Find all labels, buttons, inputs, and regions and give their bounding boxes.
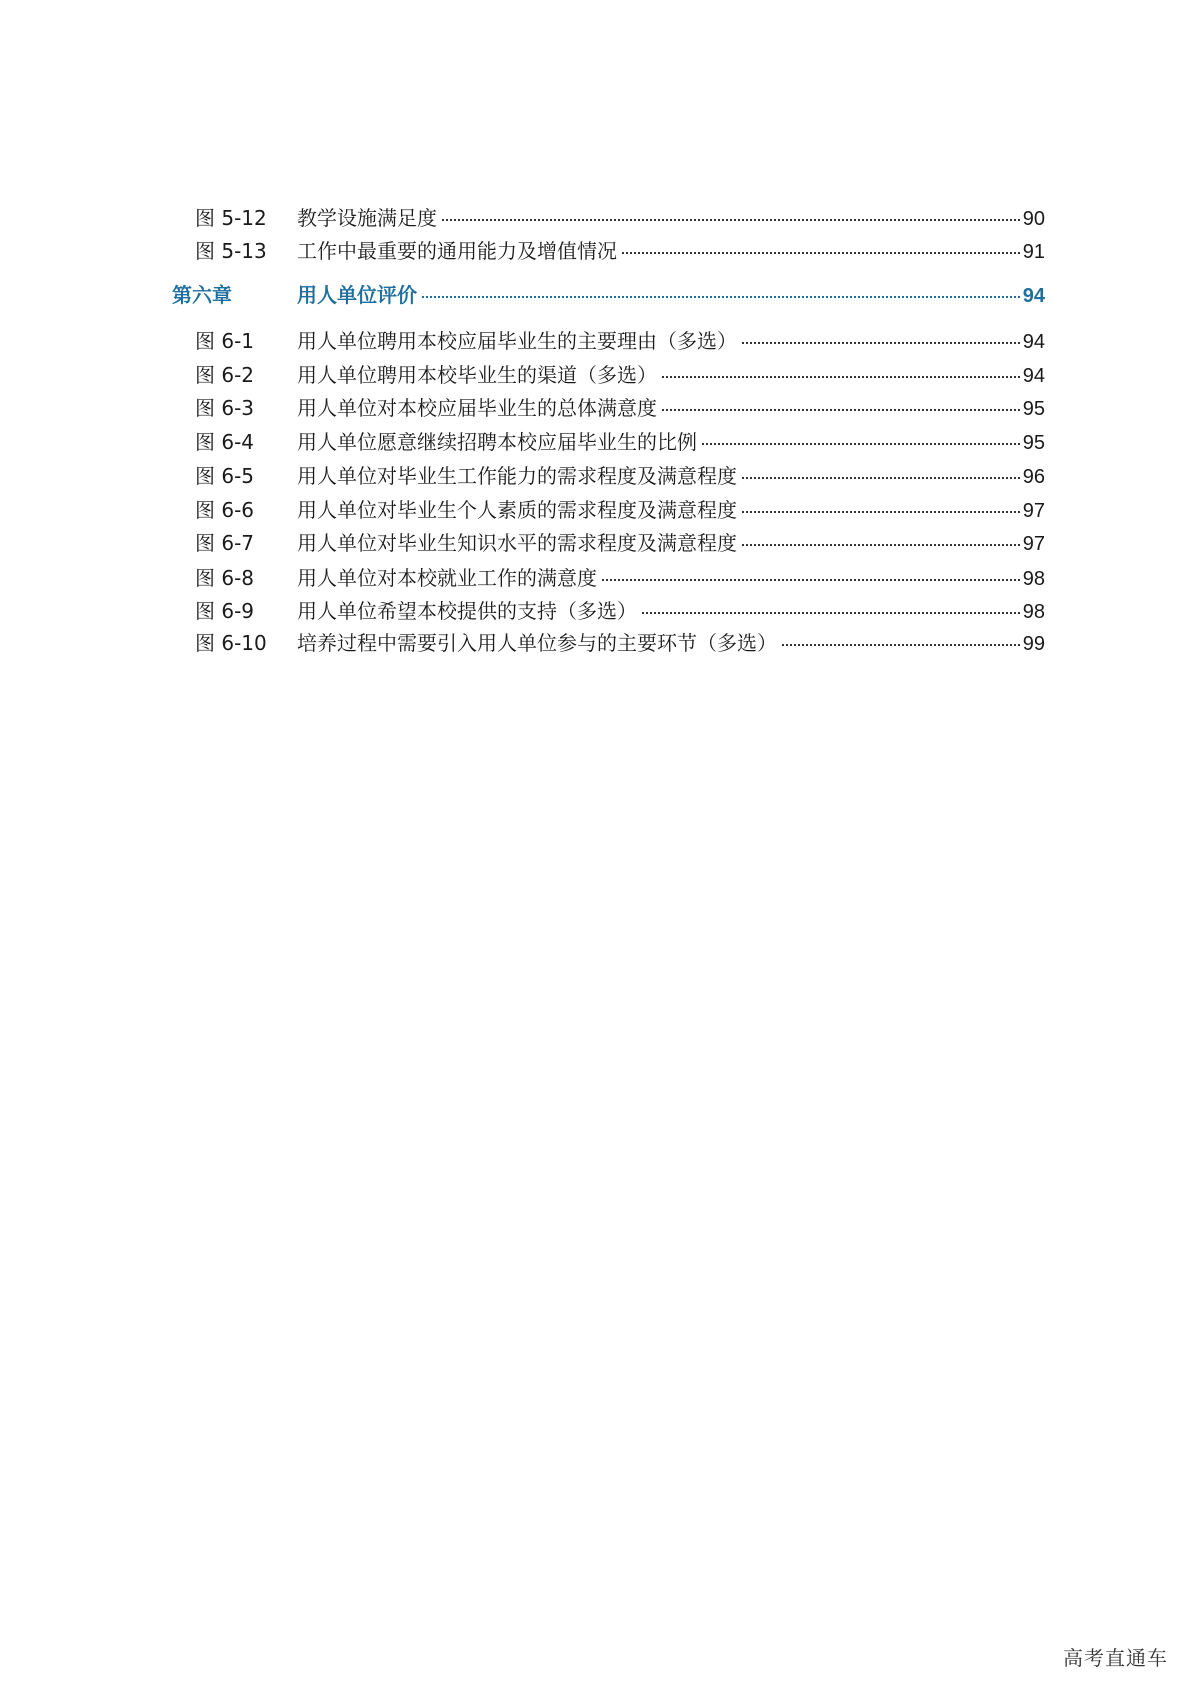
- toc-entry-title: 用人单位希望本校提供的支持（多选）: [297, 599, 637, 623]
- toc-entry-title: 用人单位愿意继续招聘本校应届毕业生的比例: [297, 430, 697, 454]
- toc-entry-number: 图 6-3: [195, 396, 255, 420]
- toc-entry-chapter-6[interactable]: [172, 280, 1045, 310]
- toc-entry-number: 图 5-12: [195, 206, 267, 230]
- toc-leader-dots: [742, 477, 1020, 479]
- toc-entry-fig-6-6[interactable]: [195, 495, 1045, 525]
- toc-entry-fig-6-4[interactable]: [195, 427, 1045, 457]
- toc-entry-number: 图 6-10: [195, 631, 267, 655]
- toc-entry-page: 98: [1022, 601, 1045, 623]
- toc-entry-title: 用人单位对本校应届毕业生的总体满意度: [297, 396, 657, 420]
- toc-entry-fig-6-7[interactable]: [195, 528, 1045, 558]
- toc-entry-fig-6-3[interactable]: [195, 393, 1045, 423]
- toc-leader-dots: [702, 443, 1020, 445]
- toc-entry-page: 95: [1022, 398, 1045, 420]
- toc-leader-dots: [422, 296, 1020, 298]
- toc-entry-page: 97: [1022, 533, 1045, 555]
- toc-entry-title: 工作中最重要的通用能力及增值情况: [297, 239, 617, 263]
- toc-leader-dots: [622, 252, 1020, 254]
- toc-entry-title: 用人单位对本校就业工作的满意度: [297, 566, 597, 590]
- toc-entry-number: 图 5-13: [195, 239, 267, 263]
- toc-entry-number: 图 6-1: [195, 329, 255, 353]
- toc-chapter-page: 94: [1022, 285, 1045, 307]
- toc-entry-page: 97: [1022, 500, 1045, 522]
- toc-leader-dots: [662, 376, 1020, 378]
- toc-entry-page: 96: [1022, 466, 1045, 488]
- toc-entry-fig-6-2[interactable]: [195, 360, 1045, 390]
- toc-entry-page: 94: [1022, 331, 1045, 353]
- toc-entry-number: 图 6-5: [195, 464, 255, 488]
- toc-entry-number: 图 6-8: [195, 566, 255, 590]
- toc-chapter-title: 用人单位评价: [297, 283, 417, 307]
- watermark-text: 高考直通车: [1063, 1646, 1168, 1670]
- toc-entry-title: 培养过程中需要引入用人单位参与的主要环节（多选）: [297, 631, 777, 655]
- toc-entry-title: 用人单位聘用本校应届毕业生的主要理由（多选）: [297, 329, 737, 353]
- toc-entry-fig-6-5[interactable]: [195, 461, 1045, 491]
- toc-entry-number: 图 6-6: [195, 498, 255, 522]
- toc-entry-title: 用人单位对毕业生知识水平的需求程度及满意程度: [297, 531, 737, 555]
- toc-entry-page: 94: [1022, 365, 1045, 387]
- toc-entry-fig-6-10[interactable]: [195, 628, 1045, 658]
- toc-leader-dots: [442, 219, 1020, 221]
- toc-entry-fig-6-9[interactable]: [195, 596, 1045, 626]
- toc-entry-page: 90: [1022, 208, 1045, 230]
- toc-entry-fig-5-13[interactable]: [195, 236, 1045, 266]
- toc-entry-page: 95: [1022, 432, 1045, 454]
- toc-leader-dots: [662, 409, 1020, 411]
- toc-entry-number: 图 6-4: [195, 430, 255, 454]
- toc-entry-page: 99: [1022, 633, 1045, 655]
- toc-entry-number: 图 6-2: [195, 363, 255, 387]
- toc-entry-title: 用人单位对毕业生个人素质的需求程度及满意程度: [297, 498, 737, 522]
- toc-entry-fig-6-1[interactable]: [195, 326, 1045, 356]
- toc-leader-dots: [742, 544, 1020, 546]
- toc-entry-title: 用人单位对毕业生工作能力的需求程度及满意程度: [297, 464, 737, 488]
- toc-entry-number: 图 6-7: [195, 531, 255, 555]
- toc-entry-title: 教学设施满足度: [297, 206, 437, 230]
- toc-leader-dots: [742, 511, 1020, 513]
- toc-leader-dots: [642, 612, 1020, 614]
- toc-leader-dots: [782, 644, 1020, 646]
- toc-entry-number: 图 6-9: [195, 599, 255, 623]
- toc-entry-fig-6-8[interactable]: [195, 563, 1045, 593]
- toc-entry-page: 91: [1022, 241, 1045, 263]
- toc-chapter-number: 第六章: [172, 283, 232, 307]
- toc-leader-dots: [602, 579, 1020, 581]
- toc-entry-page: 98: [1022, 568, 1045, 590]
- toc-entry-fig-5-12[interactable]: [195, 203, 1045, 233]
- toc-leader-dots: [742, 342, 1020, 344]
- toc-entry-title: 用人单位聘用本校毕业生的渠道（多选）: [297, 363, 657, 387]
